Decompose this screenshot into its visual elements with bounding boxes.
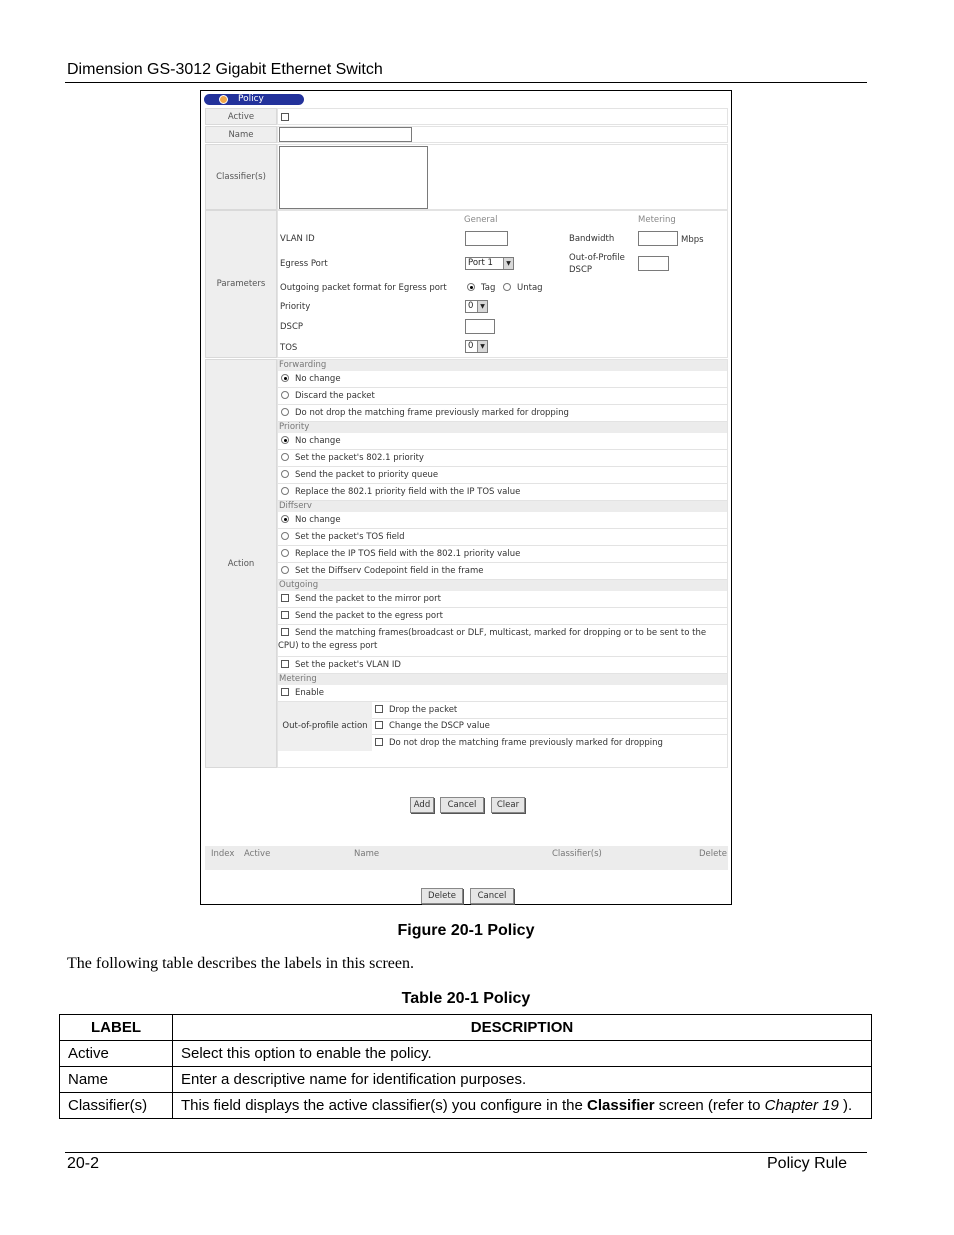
oop-change-dscp[interactable]: Change the DSCP value [372,718,727,735]
fwd-no-change[interactable]: No change [278,371,727,388]
pri-replace[interactable]: Replace the 802.1 priority field with the IP TOS value [278,484,727,501]
active-row [277,108,728,125]
table-caption: Table 20-1 Policy [401,990,531,1007]
out-matching-frames[interactable]: Send the matching frames(broadcast or DLF, multicast, marked for dropping or to be sent to the CPU) to the egress port [278,625,727,657]
untag-option[interactable]: Untag [503,283,543,293]
col-index: Index [211,849,235,859]
add-button[interactable]: Add [410,797,434,813]
out-egress[interactable]: Send the packet to the egress port [278,608,727,625]
fwd-discard[interactable]: Discard the packet [278,388,727,405]
label-parameters: Parameters [205,210,277,358]
dscp-input[interactable] [465,319,495,334]
label-classifiers: Classifier(s) [205,144,277,210]
row-description: This field displays the active classifier(s) you configure in the Classifier screen (refer to Chapter 19 ). [173,1093,872,1119]
chevron-down-icon: ▼ [503,258,513,269]
labels-table [59,1014,872,1119]
pri-no-change[interactable]: No change [278,433,727,450]
diff-radio[interactable] [281,566,289,574]
oop-do-not-drop[interactable]: Do not drop the matching frame previously marked for dropping [372,735,727,751]
row-description: Enter a descriptive name for identification purposes. [173,1067,872,1093]
fwd-radio[interactable] [281,391,289,399]
tos-select[interactable]: 0 ▼ [465,340,488,353]
out-vlan-id[interactable]: Set the packet's VLAN ID [278,657,727,674]
general-heading: General [464,215,498,225]
oop-dscp-label: Out-of-Profile DSCP [569,253,625,275]
footer-rule [65,1152,867,1153]
pri-set[interactable]: Set the packet's 802.1 priority [278,450,727,467]
diff-set-tos[interactable]: Set the packet's TOS field [278,529,727,546]
vlan-id-label: VLAN ID [280,234,315,244]
diff-radio[interactable] [281,549,289,557]
pri-radio[interactable] [281,436,289,444]
fwd-radio[interactable] [281,374,289,382]
row-label: Name [60,1067,173,1093]
oop-checkbox[interactable] [375,721,383,729]
table-header-label: LABEL [60,1015,173,1041]
diff-no-change[interactable]: No change [278,512,727,529]
figure-caption: Figure 20-1 Policy [397,922,535,939]
priority-label: Priority [280,302,311,312]
fwd-radio[interactable] [281,408,289,416]
tag-option[interactable]: Tag [467,283,495,293]
policy-list-header [205,846,728,870]
header-rule [65,82,867,83]
dscp-label: DSCP [280,322,304,332]
page-header-title: Dimension GS-3012 Gigabit Ethernet Switch [67,61,383,78]
clear-button[interactable]: Clear [491,797,525,813]
pri-radio[interactable] [281,470,289,478]
chevron-down-icon: ▼ [477,341,487,352]
col-delete: Delete [699,849,727,859]
table-row [60,1067,872,1093]
policy-title-bar [204,94,304,105]
row-label: Classifier(s) [60,1093,173,1119]
row-label: Active [60,1041,173,1067]
oop-drop[interactable]: Drop the packet [372,702,727,719]
col-active: Active [244,849,271,859]
priority-select[interactable]: 0 ▼ [465,300,488,313]
active-checkbox[interactable] [281,113,289,121]
label-action: Action [205,359,277,768]
policy-icon [219,95,228,104]
table-row [60,1041,872,1067]
label-name: Name [205,126,277,143]
diff-codepoint[interactable]: Set the Diffserv Codepoint field in the frame [278,563,727,580]
delete-button[interactable]: Delete [421,888,463,904]
classifiers-row [277,144,728,210]
metering-enable[interactable]: Enable [278,685,727,702]
col-classifiers: Classifier(s) [552,849,602,859]
policy-screenshot [200,90,732,905]
classifiers-listbox[interactable] [279,146,428,209]
cancel-button[interactable]: Cancel [440,797,484,813]
pri-radio[interactable] [281,487,289,495]
cancel-list-button[interactable]: Cancel [470,888,514,904]
table-row [60,1093,872,1119]
pri-queue[interactable]: Send the packet to priority queue [278,467,727,484]
oop-dscp-input[interactable] [638,256,669,271]
row-description: Select this option to enable the policy. [173,1041,872,1067]
metering-action-heading: Metering [278,674,727,685]
bandwidth-label: Bandwidth [569,234,615,244]
metering-heading: Metering [638,215,676,225]
forwarding-heading: Forwarding [278,360,727,371]
policy-title: Policy [238,94,264,104]
name-input[interactable] [279,127,412,142]
intro-text: The following table describes the labels in this screen. [67,955,415,972]
oop-checkbox[interactable] [375,738,383,746]
diffserv-heading: Diffserv [278,501,727,512]
col-name: Name [354,849,380,859]
enable-checkbox[interactable] [281,688,289,696]
page-number: 20-2 [67,1155,100,1172]
outgoing-heading: Outgoing [278,580,727,591]
oop-action-block [278,702,727,752]
vlan-id-input[interactable] [465,231,508,246]
out-checkbox[interactable] [281,660,289,668]
table-header-description: DESCRIPTION [173,1015,872,1041]
table-header-row [60,1015,872,1041]
oop-checkbox[interactable] [375,705,383,713]
label-active: Active [205,108,277,125]
egress-port-select[interactable]: Port 1 ▼ [465,257,514,270]
oop-action-label: Out-of-profile action [278,702,372,751]
pri-radio[interactable] [281,453,289,461]
mbps-label: Mbps [681,235,704,245]
outgoing-format-label: Outgoing packet format for Egress port [280,283,447,293]
diff-radio[interactable] [281,515,289,523]
tag-radio[interactable] [467,283,475,291]
out-mirror[interactable]: Send the packet to the mirror port [278,591,727,608]
action-panel [277,359,728,768]
egress-port-label: Egress Port [280,259,328,269]
fwd-do-not-drop[interactable]: Do not drop the matching frame previously marked for dropping [278,405,727,422]
name-row [277,126,728,143]
chevron-down-icon: ▼ [477,301,487,312]
bandwidth-input[interactable] [638,231,678,246]
diff-radio[interactable] [281,532,289,540]
priority-heading: Priority [278,422,727,433]
tos-label: TOS [280,343,298,353]
out-checkbox[interactable] [281,611,289,619]
diff-replace[interactable]: Replace the IP TOS field with the 802.1 priority value [278,546,727,563]
untag-radio[interactable] [503,283,511,291]
out-checkbox[interactable] [281,594,289,602]
chapter-title: Policy Rule [767,1155,848,1172]
out-checkbox[interactable] [281,628,289,636]
